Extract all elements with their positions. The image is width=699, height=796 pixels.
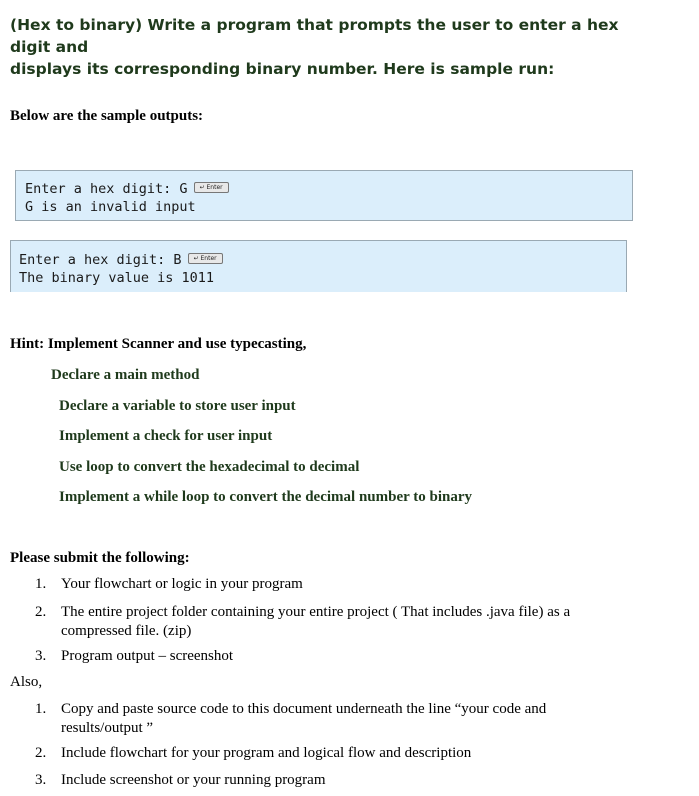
- hint-step: Implement a check for user input: [59, 428, 273, 444]
- also-label: Also,: [10, 674, 43, 690]
- list-item: 2. The entire project folder containing your entire project ( That includes .java file) as a compressed file. (zip): [35, 604, 571, 639]
- list-item: 3. Include screenshot or your running program: [35, 772, 326, 788]
- samples-label: Below are the sample outputs:: [10, 108, 204, 124]
- sample2-prompt: Enter a hex digit: B: [19, 252, 182, 268]
- list-item: 2. Include flowchart for your program and logical flow and description: [35, 745, 472, 761]
- sample2-line-1: [19, 251, 626, 269]
- heading-line-2: displays its corresponding binary number. Here is sample run:: [10, 60, 555, 78]
- sample1-line-1: [25, 180, 632, 198]
- enter-key-icon: ↵ Enter: [188, 253, 223, 264]
- list-item: 1. Copy and paste source code to this document underneath the line “your code and results/output ”: [35, 701, 547, 736]
- sample-output-1: [15, 170, 633, 221]
- hint-step: Declare a variable to store user input: [59, 398, 296, 414]
- hint-main-method: Declare a main method: [51, 367, 200, 383]
- heading-line-1: (Hex to binary) Write a program that prompts the user to enter a hex digit and: [10, 16, 619, 56]
- submit-title: Please submit the following:: [10, 550, 190, 566]
- sample1-prompt: Enter a hex digit: G: [25, 181, 188, 197]
- assignment-heading: [10, 14, 650, 80]
- sample2-line-2: The binary value is 1011: [19, 270, 215, 286]
- list-item: 1. Your flowchart or logic in your program: [35, 576, 303, 592]
- hint-step: Use loop to convert the hexadecimal to decimal: [59, 459, 360, 475]
- sample-output-2: [10, 240, 627, 292]
- hint-title: Hint: Implement Scanner and use typecasting,: [10, 336, 307, 352]
- hint-step: Implement a while loop to convert the decimal number to binary: [59, 489, 473, 505]
- list-item: 3. Program output – screenshot: [35, 648, 234, 664]
- sample1-line-2: G is an invalid input: [25, 199, 196, 215]
- enter-key-icon: ↵ Enter: [194, 182, 229, 193]
